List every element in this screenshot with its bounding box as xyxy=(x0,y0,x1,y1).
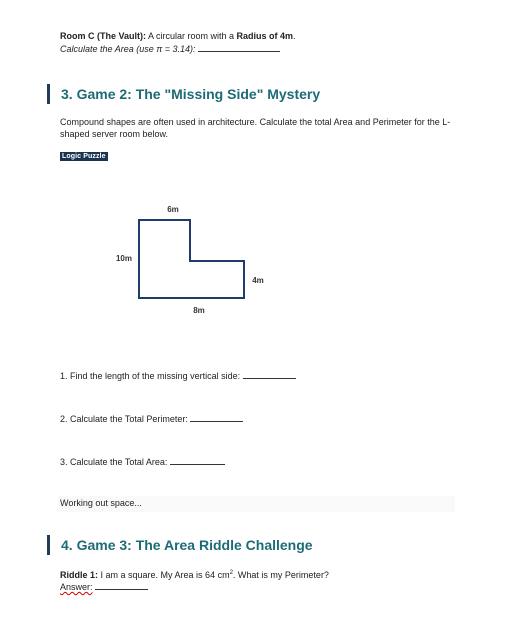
l-shape-diagram xyxy=(100,195,280,320)
room-c-calc-text: Calculate the Area (use π = 3.14): xyxy=(60,44,196,54)
section-4-heading: 4. Game 3: The Area Riddle Challenge xyxy=(47,535,313,555)
bottom-side-label: 8m xyxy=(193,306,205,315)
riddle-1-label: Riddle 1: xyxy=(60,570,99,580)
question-1-text: 1. Find the length of the missing vertical side: xyxy=(60,371,241,381)
riddle-1-text: I am a square. My Area is 64 cm xyxy=(98,570,230,580)
answer-label: Answer: xyxy=(60,582,93,592)
answer-blank[interactable] xyxy=(95,580,148,590)
room-c-text: A circular room with a xyxy=(146,31,237,41)
question-2-text: 2. Calculate the Total Perimeter: xyxy=(60,414,188,424)
left-side-label: 10m xyxy=(115,254,133,263)
logic-puzzle-badge: Logic Puzzle xyxy=(62,153,106,160)
room-c-label: Room C (The Vault): xyxy=(60,31,146,41)
question-1 xyxy=(60,369,296,381)
question-1-blank[interactable] xyxy=(243,369,296,379)
room-c-description xyxy=(60,30,296,42)
question-2 xyxy=(60,412,243,424)
riddle-1-end: . What is my Perimeter? xyxy=(232,570,329,580)
question-3-blank[interactable] xyxy=(170,455,225,465)
section-3-heading: 3. Game 2: The "Missing Side" Mystery xyxy=(47,84,320,104)
riddle-1-answer xyxy=(60,580,148,593)
top-side-label: 6m xyxy=(167,205,179,214)
riddle-1 xyxy=(60,567,329,581)
room-c-period: . xyxy=(293,31,296,41)
working-out-placeholder: Working out space... xyxy=(60,498,142,508)
room-c-answer-blank[interactable] xyxy=(198,42,280,52)
question-3 xyxy=(60,455,225,467)
l-shape-outline xyxy=(139,220,244,298)
right-side-label: 4m xyxy=(252,276,264,285)
room-c-calc-prompt xyxy=(60,42,280,55)
question-2-blank[interactable] xyxy=(190,412,243,422)
riddle-1-sup: 2 xyxy=(229,570,233,576)
section-3-intro: Compound shapes are often used in architecture. Calculate the total Area and Perimeter for the L-shaped server room below. xyxy=(60,117,451,139)
question-3-text: 3. Calculate the Total Area: xyxy=(60,457,168,467)
room-c-radius: Radius of 4m xyxy=(236,31,294,41)
working-out-space[interactable] xyxy=(58,496,455,512)
